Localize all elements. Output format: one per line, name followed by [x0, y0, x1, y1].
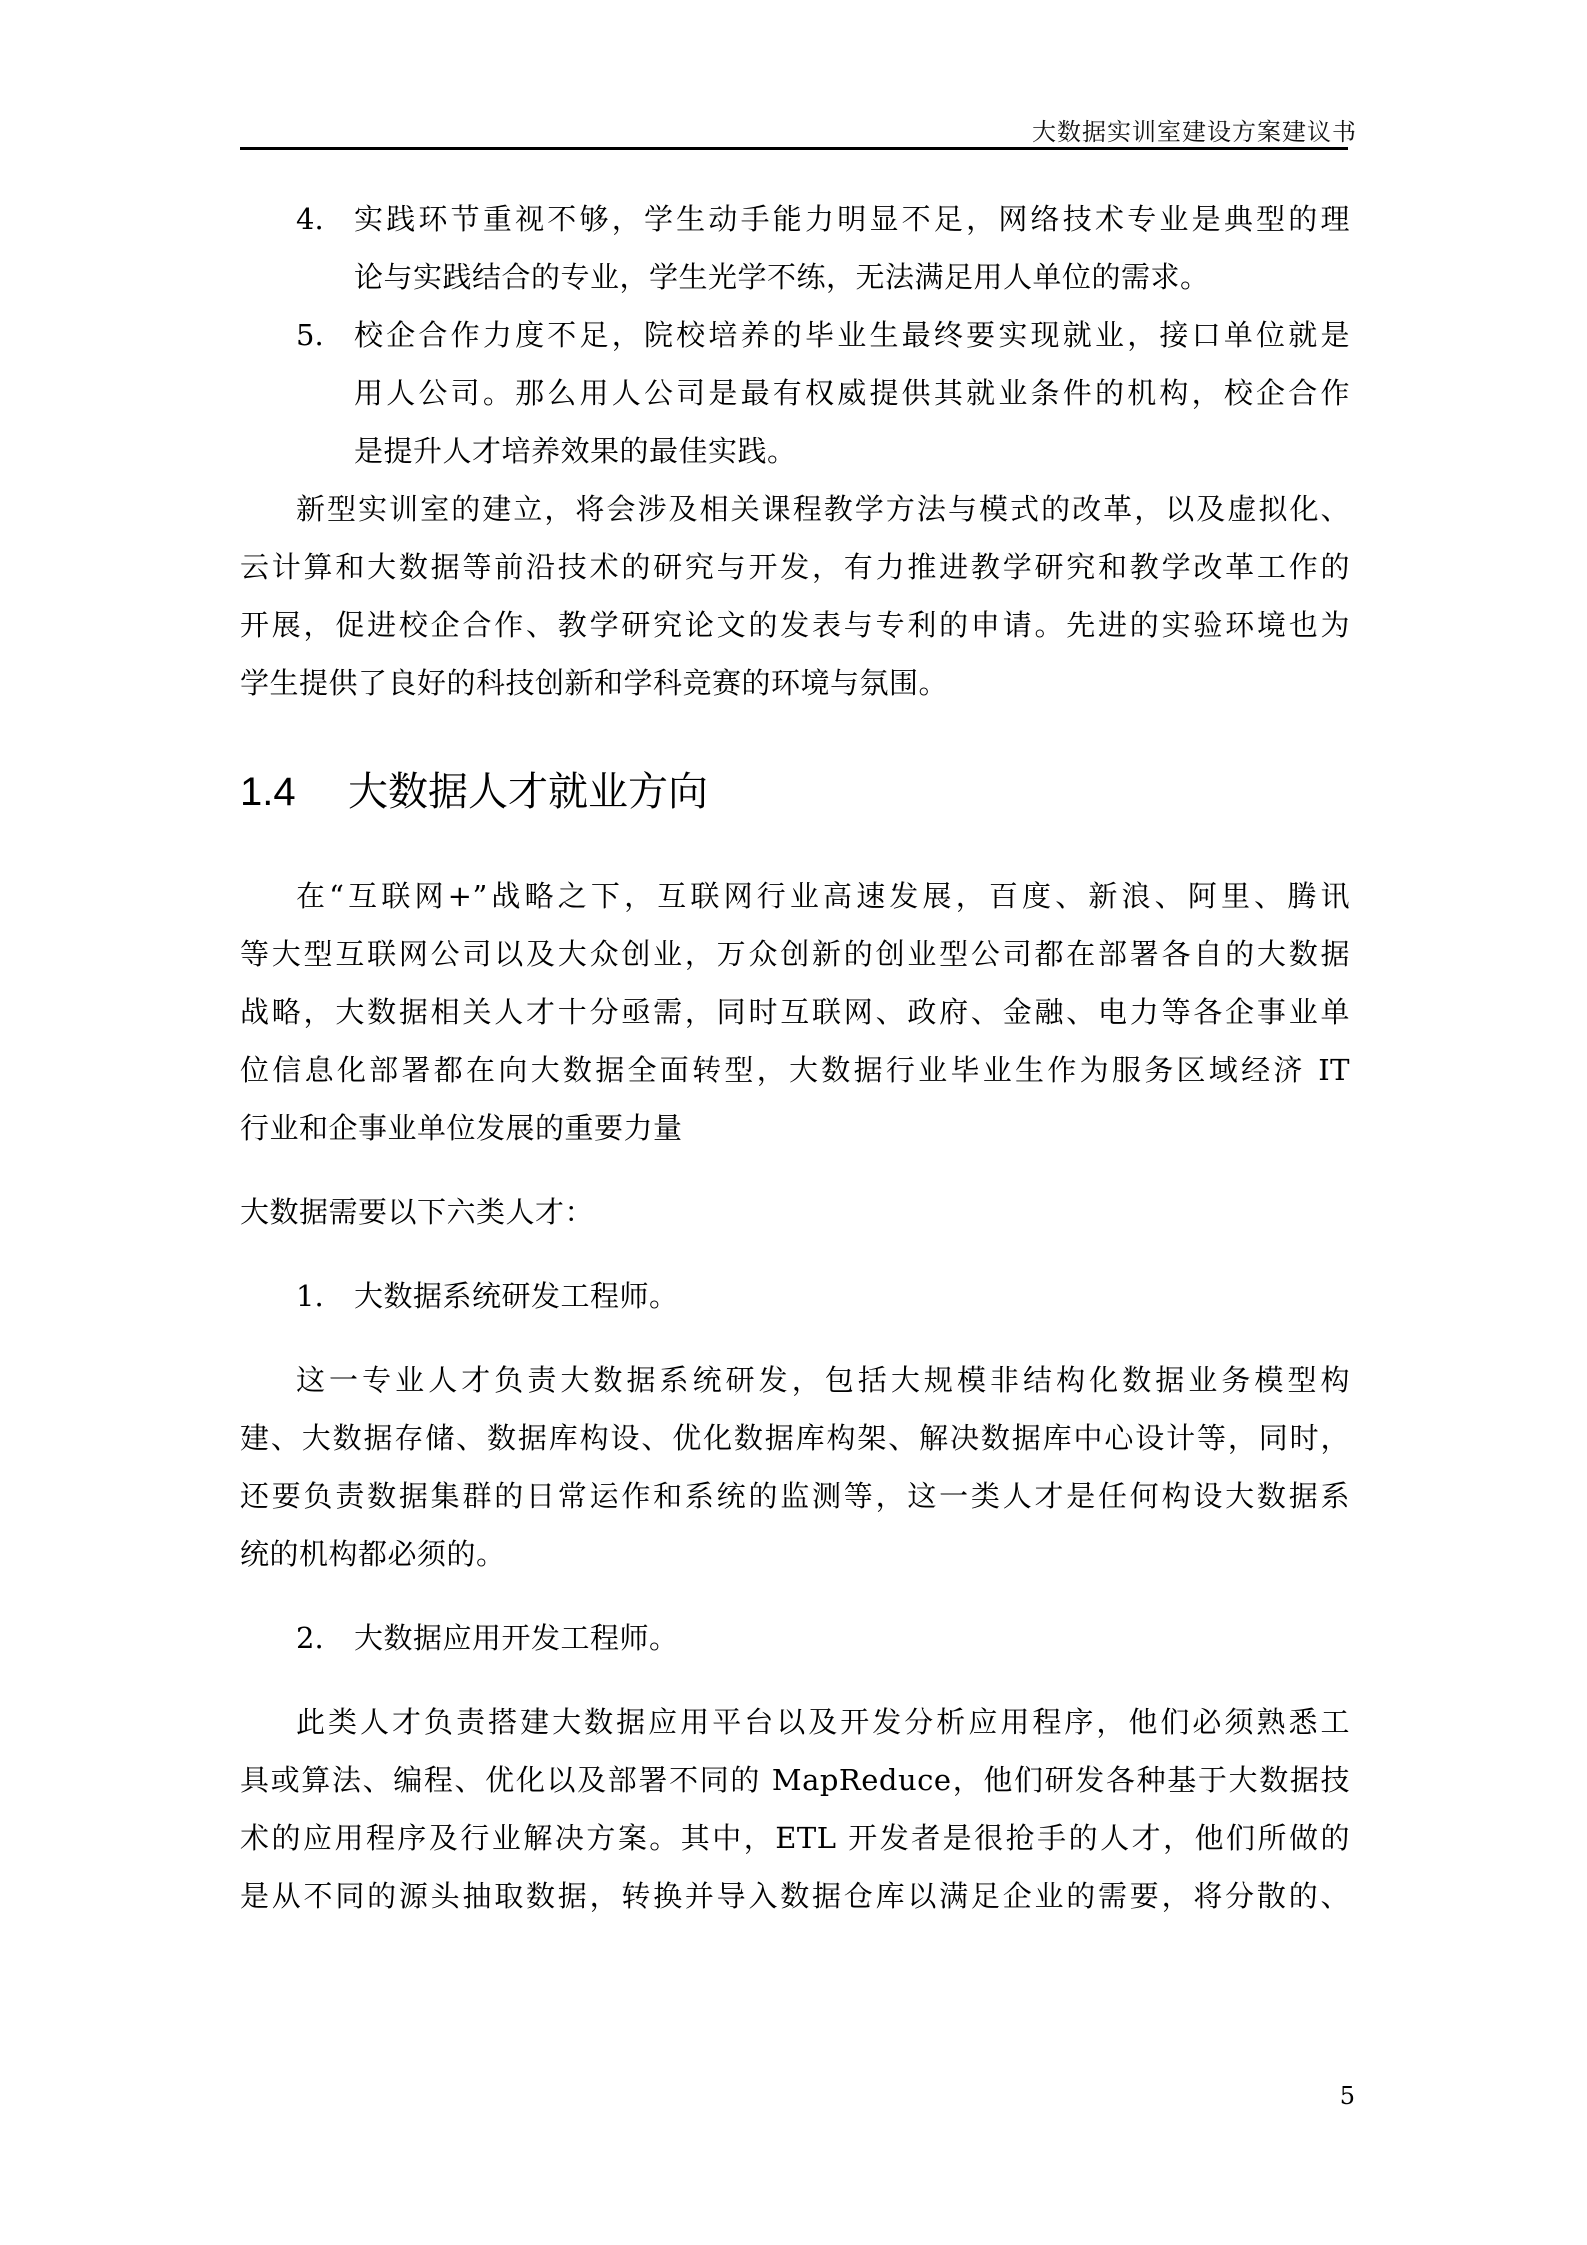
role-description: [240, 1351, 1350, 1583]
role-heading: [240, 1609, 1350, 1667]
paragraph-line: 学生提供了良好的科技创新和学科竞赛的环境与氛围。: [240, 666, 949, 700]
role-number: 1.: [296, 1279, 324, 1313]
paragraph-line: 云计算和大数据等前沿技术的研究与开发，有力推进教学研究和教学改革工作的: [240, 550, 1350, 584]
list-item-number: 4.: [296, 202, 324, 236]
page-number: 5: [1339, 2082, 1355, 2110]
paragraph-line: 等大型互联网公司以及大众创业，万众创新的创业型公司都在部署各自的大数据: [240, 937, 1350, 971]
list-item: [240, 306, 1350, 480]
list-item-line: 实践环节重视不够，学生动手能力明显不足，网络技术专业是典型的理: [354, 202, 1350, 236]
section-heading: [240, 762, 1350, 822]
role-title: 大数据应用开发工程师。: [354, 1621, 679, 1655]
role-title: 大数据系统研发工程师。: [354, 1279, 679, 1313]
paragraph-line: 位信息化部署都在向大数据全面转型，大数据行业毕业生作为服务区域经济 IT: [240, 1053, 1350, 1087]
paragraph-line: 在“互联网+”战略之下，互联网行业高速发展，百度、新浪、阿里、腾讯: [296, 879, 1350, 913]
running-header-title: 大数据实训室建设方案建议书: [1032, 118, 1357, 146]
section-title: 大数据人才就业方向: [348, 770, 708, 814]
six-types-intro: 大数据需要以下六类人才：: [240, 1195, 595, 1229]
section-number: 1.4: [240, 770, 296, 814]
header-rule: [240, 147, 1348, 150]
paragraph-line: 行业和企事业单位发展的重要力量: [240, 1111, 683, 1145]
paragraph-line: 具或算法、编程、优化以及部署不同的 MapReduce，他们研发各种基于大数据技: [240, 1763, 1350, 1797]
page-body: [240, 190, 1350, 1925]
paragraph-line: 战略，大数据相关人才十分亟需，同时互联网、政府、金融、电力等各企事业单: [240, 995, 1350, 1029]
paragraph-line: 是从不同的源头抽取数据，转换并导入数据仓库以满足企业的需要，将分散的、: [240, 1879, 1350, 1913]
paragraph-line: 开展，促进校企合作、教学研究论文的发表与专利的申请。先进的实验环境也为: [240, 608, 1350, 642]
paragraph-line: 新型实训室的建立，将会涉及相关课程教学方法与模式的改革，以及虚拟化、: [296, 492, 1350, 526]
list-item-line: 是提升人才培养效果的最佳实践。: [354, 434, 797, 468]
role-heading: [240, 1267, 1350, 1325]
paragraph-line: 统的机构都必须的。: [240, 1537, 506, 1571]
role-number: 2.: [296, 1621, 324, 1655]
list-item-line: 论与实践结合的专业，学生光学不练，无法满足用人单位的需求。: [354, 260, 1210, 294]
paragraph-internet: [240, 867, 1350, 1157]
list-item-line: 校企合作力度不足，院校培养的毕业生最终要实现就业，接口单位就是: [354, 318, 1350, 352]
paragraph-line: 这一专业人才负责大数据系统研发，包括大规模非结构化数据业务模型构: [296, 1363, 1350, 1397]
paragraph-line: 术的应用程序及行业解决方案。其中，ETL 开发者是很抢手的人才，他们所做的: [240, 1821, 1350, 1855]
paragraph-line: 还要负责数据集群的日常运作和系统的监测等，这一类人才是任何构设大数据系: [240, 1479, 1350, 1513]
paragraph-intro: [240, 480, 1350, 712]
list-item-line: 用人公司。那么用人公司是最有权威提供其就业条件的机构，校企合作: [354, 376, 1350, 410]
paragraph-line: 此类人才负责搭建大数据应用平台以及开发分析应用程序，他们必须熟悉工: [296, 1705, 1350, 1739]
paragraph-line: 建、大数据存储、数据库构设、优化数据库构架、解决数据库中心设计等，同时，: [240, 1421, 1350, 1455]
list-item: [240, 190, 1350, 306]
list-item-number: 5.: [296, 318, 324, 352]
role-description: [240, 1693, 1350, 1925]
